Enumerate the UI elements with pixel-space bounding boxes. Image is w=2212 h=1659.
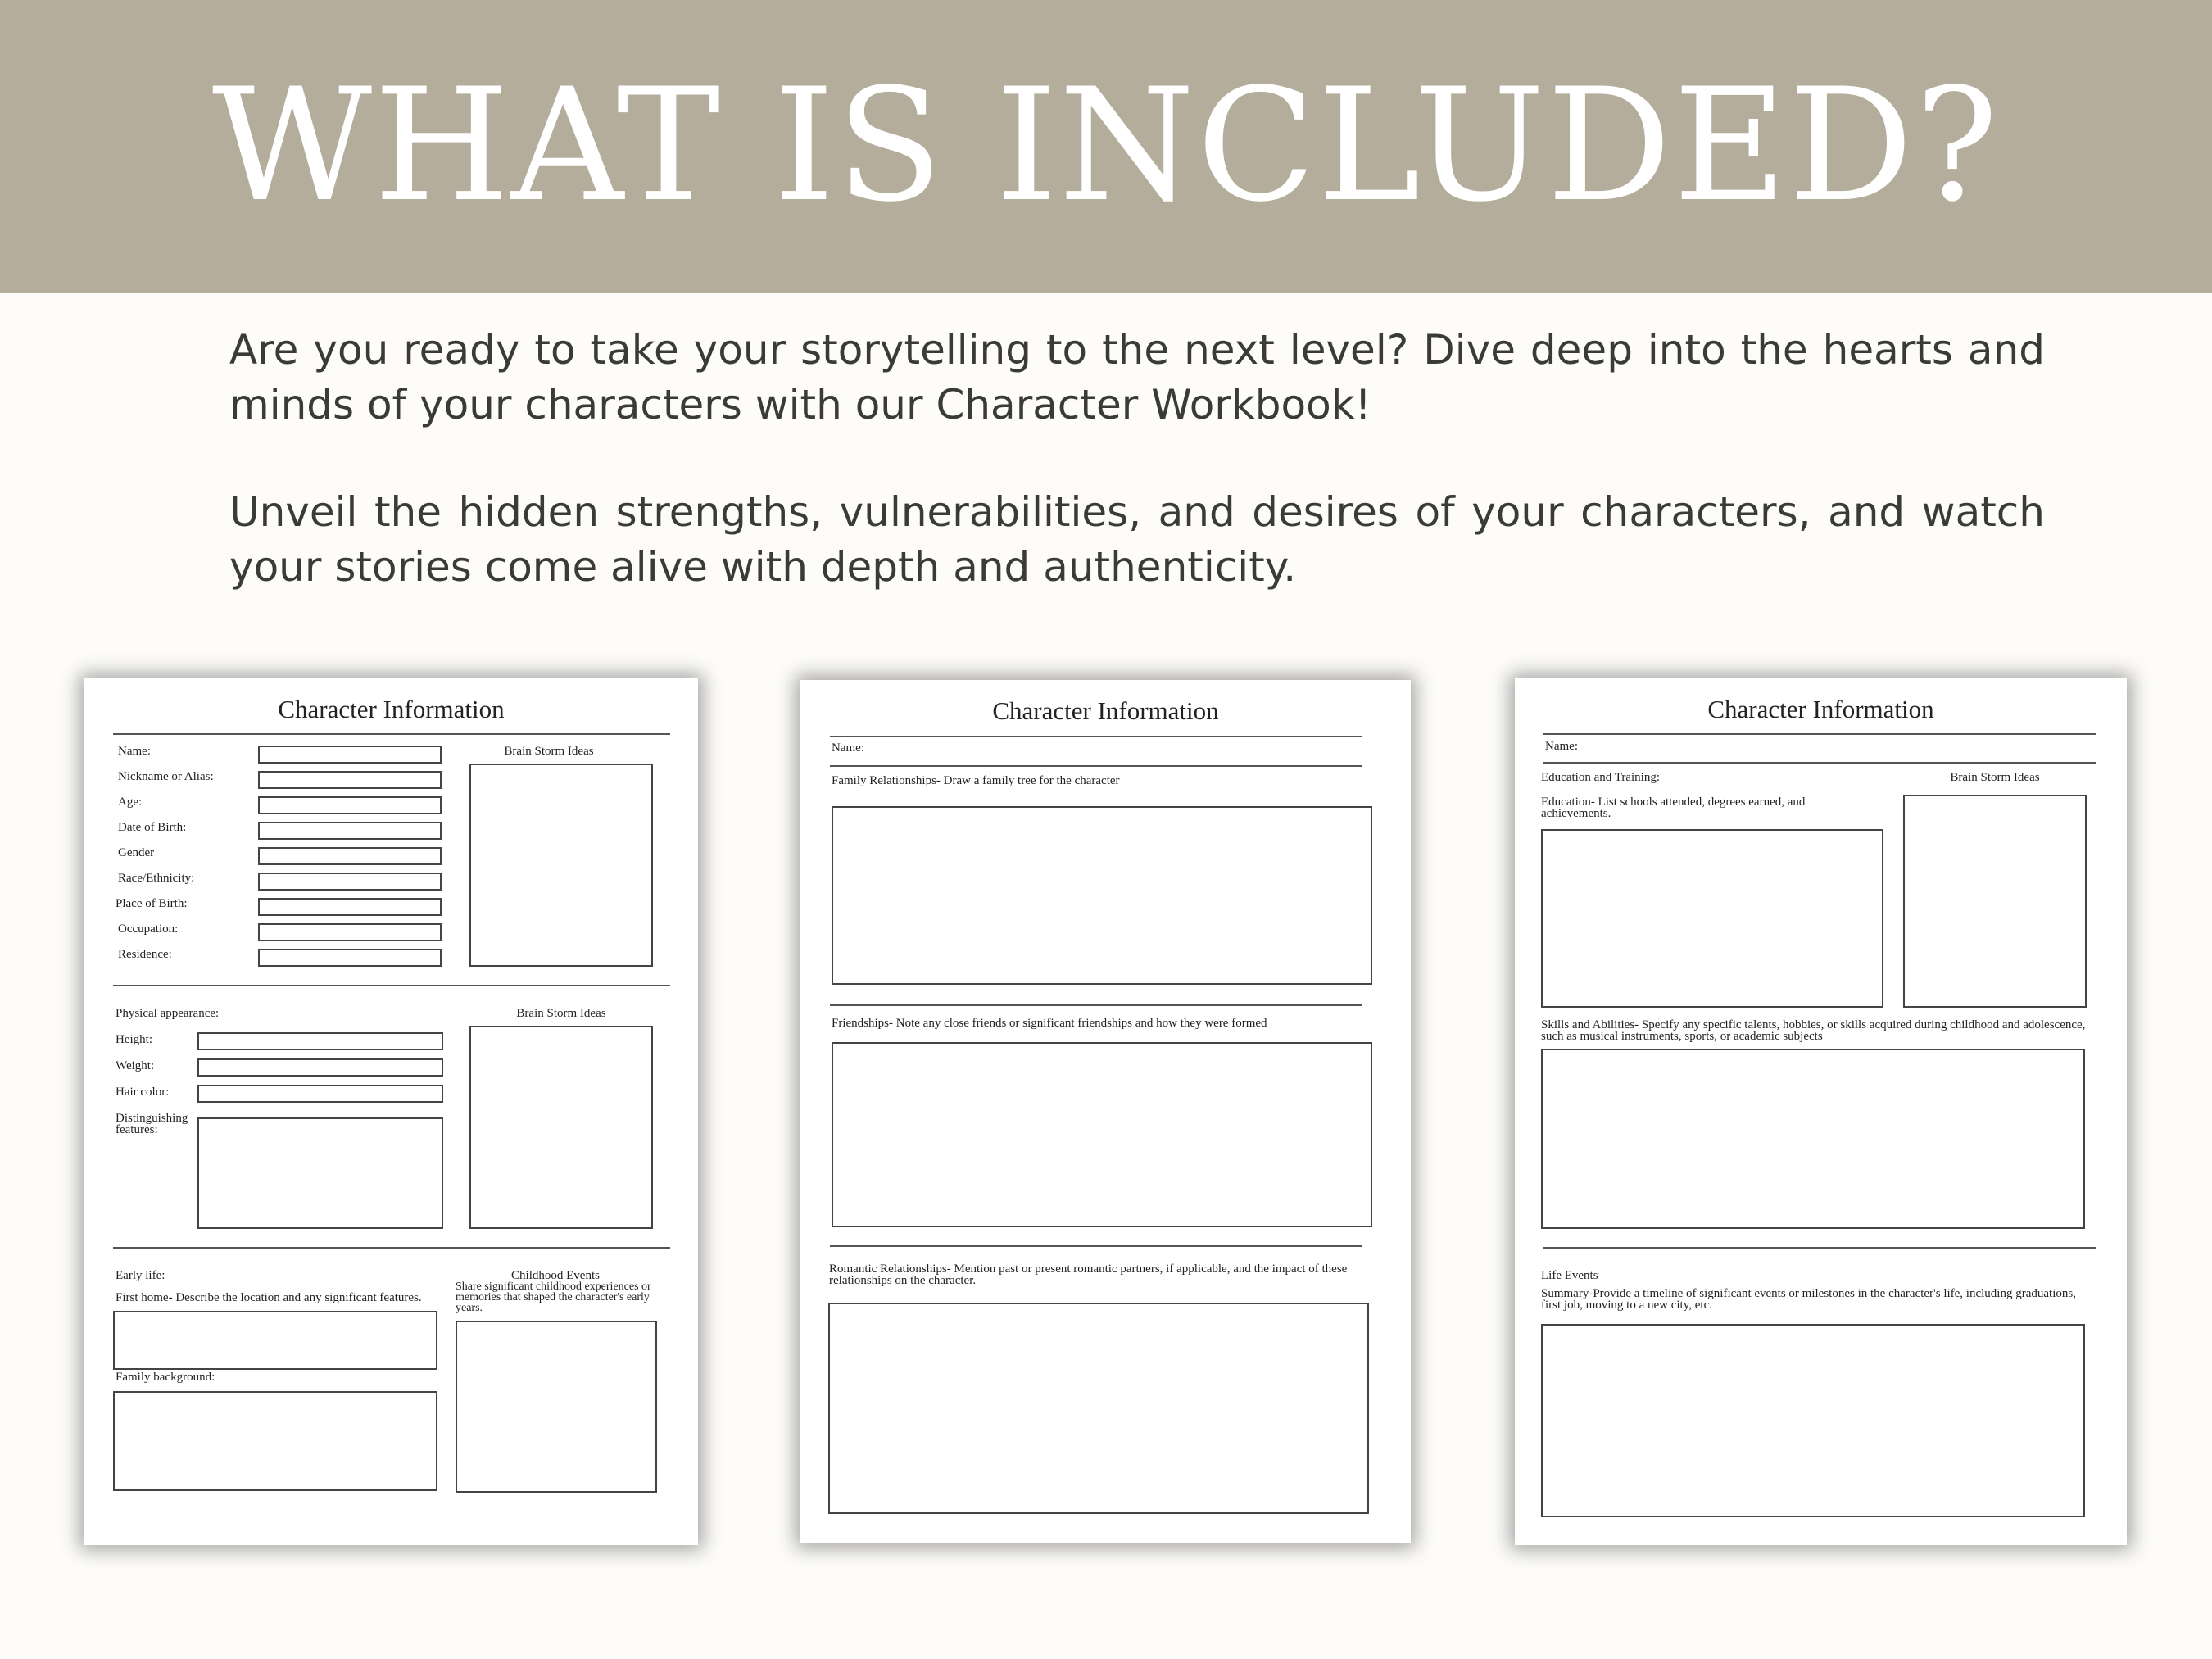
friendships-label: Friendships- Note any close friends or significant friendships and how they were formed [832,1017,1267,1030]
brainstorm-label: Brain Storm Ideas [504,745,594,758]
divider [830,1004,1362,1006]
friendships-box[interactable] [832,1042,1372,1227]
first-home-box[interactable] [113,1311,437,1370]
divider [113,985,670,986]
residence-field[interactable] [258,949,442,967]
field-label-name: Name: [118,745,151,758]
field-label-age: Age: [118,796,143,809]
education-desc: Education- List schools attended, degrees earned, and achievements. [1541,796,1806,820]
divider [830,736,1362,737]
field-label-occupation: Occupation: [118,922,179,936]
page-1-title: Character Information [278,695,505,723]
distinguishing-box[interactable] [197,1117,443,1229]
field-label-ethnicity: Race/Ethnicity: [118,872,195,885]
hair-color-field[interactable] [197,1085,443,1103]
brainstorm-box[interactable] [1903,795,2087,1008]
brainstorm-box[interactable] [469,764,653,967]
ethnicity-field[interactable] [258,873,442,891]
divider [830,765,1362,767]
childhood-box[interactable] [456,1321,657,1493]
workbook-page-1 [84,678,698,1545]
family-background-label: Family background: [116,1371,215,1384]
childhood-heading: Childhood Events [511,1269,600,1282]
nickname-field[interactable] [258,771,442,789]
education-box[interactable] [1541,829,1883,1008]
field-label-birthplace: Place of Birth: [116,897,188,910]
brainstorm-label: Brain Storm Ideas [516,1007,606,1020]
intro-paragraph-1: Are you ready to take your storytelling to the next level? Dive deep into the hearts and minds of your characters with our Character Workbook! [229,326,2045,428]
brainstorm-box[interactable] [469,1026,653,1229]
field-label-residence: Residence: [118,948,172,961]
field-label-height: Height: [116,1033,152,1046]
field-label-distinguishing: Distinguishing features: [116,1112,188,1136]
education-heading: Education and Training: [1541,771,1660,784]
family-background-box[interactable] [113,1391,437,1491]
family-relationships-label: Family Relationships- Draw a family tree for the character [832,774,1120,787]
name-label: Name: [832,741,864,755]
divider [113,733,670,735]
workbook-page-2 [800,680,1411,1543]
divider [113,1247,670,1249]
page-title: WHAT IS INCLUDED? [211,55,2001,236]
childhood-desc: Share significant childhood experiences or memories that shaped the character's early years. [456,1281,651,1314]
skills-box[interactable] [1541,1049,2085,1229]
height-field[interactable] [197,1032,443,1050]
occupation-field[interactable] [258,923,442,941]
page-3-title: Character Information [1707,695,1934,723]
age-field[interactable] [258,796,442,814]
romantic-box[interactable] [828,1303,1369,1514]
name-label: Name: [1545,740,1578,753]
early-life-heading: Early life: [116,1269,165,1282]
birthplace-field[interactable] [258,898,442,916]
header-banner [0,0,2212,293]
divider [1543,1247,2096,1249]
gender-field[interactable] [258,847,442,865]
divider [1543,762,2096,764]
first-home-label: First home- Describe the location and any significant features. [116,1291,422,1304]
romantic-relationships-label: Romantic Relationships- Mention past or present romantic partners, if applicable, and the impact of these relationships on the character. [829,1262,1348,1287]
summary-label: Summary-Provide a timeline of significant events or milestones in the character's life, including graduations, first job, moving to a new city, etc. [1541,1287,2076,1312]
intro-paragraph-2: Unveil the hidden strengths, vulnerabilities, and desires of your characters, and watch your stories come alive with depth and authenticity. [229,488,2045,591]
field-label-weight: Weight: [116,1059,155,1072]
name-field[interactable] [258,746,442,764]
field-label-dob: Date of Birth: [118,821,187,834]
page-2-title: Character Information [992,696,1219,725]
physical-heading: Physical appearance: [116,1007,220,1020]
family-tree-box[interactable] [832,806,1372,985]
field-label-nickname: Nickname or Alias: [118,770,214,783]
divider [1543,733,2096,735]
field-label-gender: Gender [118,846,155,859]
dob-field[interactable] [258,822,442,840]
life-events-box[interactable] [1541,1324,2085,1517]
field-label-hair: Hair color: [116,1086,170,1099]
workbook-page-3 [1515,678,2127,1545]
life-events-heading: Life Events [1541,1269,1598,1282]
weight-field[interactable] [197,1058,443,1077]
divider [830,1245,1362,1247]
skills-label: Skills and Abilities- Specify any specific talents, hobbies, or skills acquired during childhood and adolescence, such as musical instruments, sports, or academic subjects [1541,1018,2086,1043]
brainstorm-label: Brain Storm Ideas [1950,771,2040,784]
